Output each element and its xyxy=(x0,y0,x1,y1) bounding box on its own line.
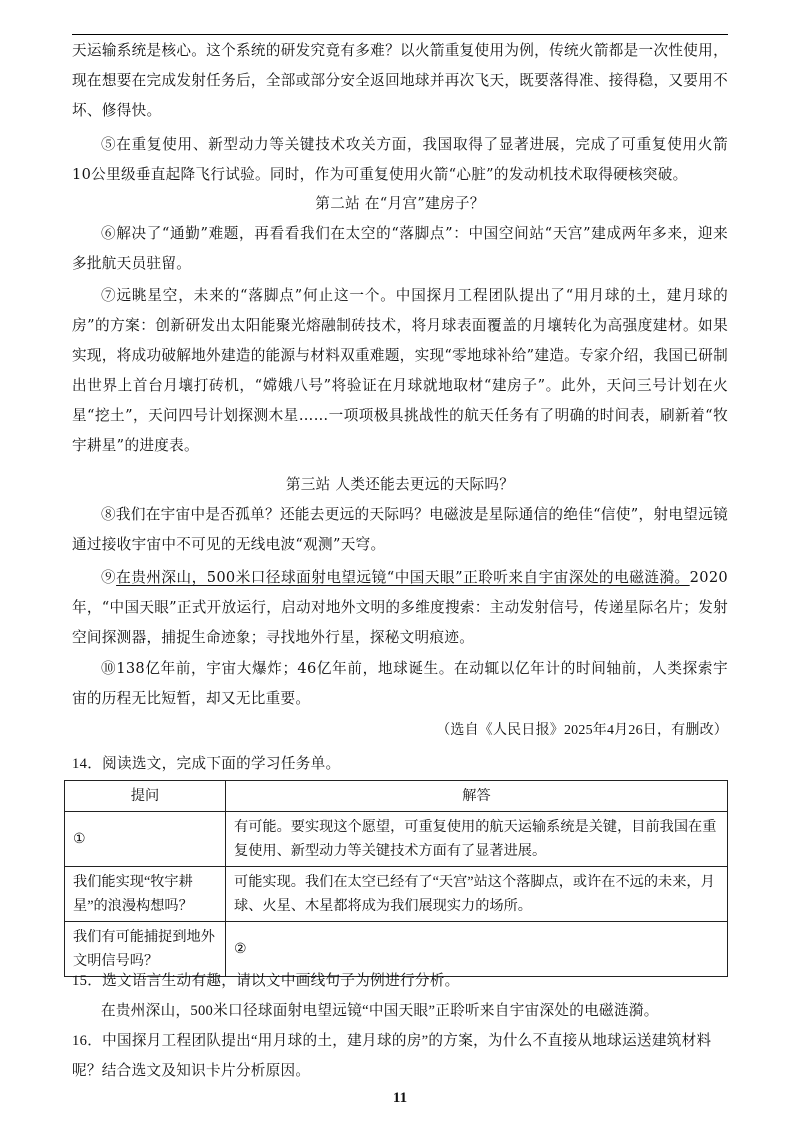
paragraph-9-rest: 2020年，“中国天眼”正式开放运行，启动对地外文明的多维度搜索：主动发射信号，传递星际名片；发射空间探测器，捕捉生命迹象；寻找地外行星，探秘文明痕迹。 xyxy=(72,569,728,646)
table-cell-question: ① xyxy=(65,812,226,867)
learning-task-table xyxy=(64,780,728,977)
article-paragraph-intro: 天运输系统是核心。这个系统的研发究竟有多难？以火箭重复使用为例，传统火箭都是一次性使用，现在想要在完成发射任务后，全部或部分安全返回地球并再次飞天，既要落得准、接得稳，又要用不坏、修得快。 xyxy=(72,42,728,119)
section-heading-station-3: 第三站 人类还能去更远的天际吗？ xyxy=(285,476,515,493)
article-source: （选自《人民日报》2025年4月26日，有删改） xyxy=(436,723,728,738)
table-cell-answer: 有可能。要实现这个愿望，可重复使用的航天运输系统是关键，目前我国在重复使用、新型动力等关键技术方面有了显著进展。 xyxy=(226,812,728,867)
question-14: 14．阅读选文，完成下面的学习任务单。 xyxy=(72,756,341,772)
article-paragraph-9 xyxy=(72,563,728,653)
underlined-sentence: 在贵州深山，500米口径球面射电望远镜“中国天眼”正聆听来自宇宙深处的电磁涟漪。 xyxy=(116,569,690,586)
article-paragraph-6: ⑥解决了“通勤”难题，再看看我们在太空的“落脚点”：中国空间站“天宫”建成两年多来，迎来多批航天员驻留。 xyxy=(72,225,728,272)
article-paragraph-7: ⑦远眺星空，未来的“落脚点”何止这一个。中国探月工程团队提出了“用月球的土，建月球的房”的方案：创新研发出太阳能聚光熔融制砖技术，将月球表面覆盖的月壤转化为高强度建材。如果实现，将成功破解地外建造的能源与材料双重难题，实现“零地球补给”建造。专家介绍，我国已研制出世界上首台月壤打砖机，“嫦娥八号”将验证在月球就地取材“建房子”。此外，天问三号计划在火星“挖土”，天问四号计划探测木星……一项项极具挑战性的航天任务有了明确的时间表，刷新着“牧宇耕星”的进度表。 xyxy=(72,287,728,454)
header-rule xyxy=(72,34,728,35)
table-cell-question: 我们有可能捕捉到地外文明信号吗？ xyxy=(65,922,226,977)
table-row xyxy=(65,867,728,922)
article-paragraph-10: ⑩138亿年前，宇宙大爆炸；46亿年前，地球诞生。在动辄以亿年计的时间轴前，人类探索宇宙的历程无比短暂，却又无比重要。 xyxy=(72,660,728,707)
table-header-question: 提问 xyxy=(65,781,226,812)
article-paragraph-5: ⑤在重复使用、新型动力等关键技术攻关方面，我国取得了显著进展，完成了可重复使用火箭10公里级垂直起降飞行试验。同时，作为可重复使用火箭“心脏”的发动机技术取得硬核突破。 xyxy=(72,136,728,183)
paragraph-9-number: ⑨ xyxy=(101,569,117,586)
section-heading-station-2: 第二站 在“月宫”建房子？ xyxy=(315,195,485,212)
table-header-row xyxy=(65,781,728,812)
page-number: 11 xyxy=(392,1090,408,1106)
question-15: 15．选文语言生动有趣，请以文中画线句子为例进行分析。 xyxy=(72,973,460,989)
table-header-answer: 解答 xyxy=(226,781,728,812)
table-cell-answer: ② xyxy=(226,922,728,977)
question-16: 16．中国探月工程团队提出“用月球的土，建月球的房”的方案，为什么不直接从地球运送建筑材料呢？结合选文及知识卡片分析原因。 xyxy=(72,1033,712,1079)
question-15-quote: 在贵州深山，500米口径球面射电望远镜“中国天眼”正聆听来自宇宙深处的电磁涟漪。 xyxy=(101,1003,659,1019)
table-cell-answer: 可能实现。我们在太空已经有了“天宫”站这个落脚点，或许在不远的未来，月球、火星、木星都将成为我们展现实力的场所。 xyxy=(226,867,728,922)
article-paragraph-8: ⑧我们在宇宙中是否孤单？还能去更远的天际吗？电磁波是星际通信的绝佳“信使”，射电望远镜通过接收宇宙中不可见的无线电波“观测”天穹。 xyxy=(72,506,728,553)
table-cell-question: 我们能实现“牧宇耕星”的浪漫构想吗？ xyxy=(65,867,226,922)
table-row xyxy=(65,812,728,867)
